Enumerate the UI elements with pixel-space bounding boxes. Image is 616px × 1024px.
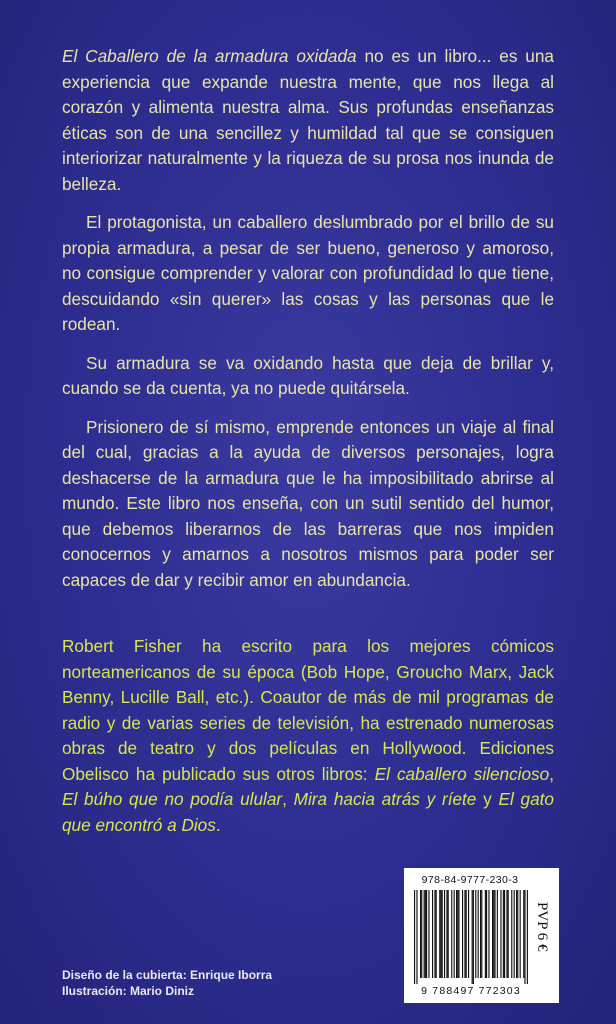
separator: . [215,814,221,835]
synopsis-paragraph-4: Prisionero de sí mismo, emprende entonces un viaje al final del cual, gracias a la ayuda de diversos personajes, logra deshacerse de la armadura que le ha imposibilitado abrirse al mundo. Este libro nos enseña, con un sutil sentido del humor, que debemos liberarnos de las barreras que nos impiden conocernos y amarnos a nosotros mismos para poder ser capaces de dar y recibir amor en abundancia. [62,416,554,590]
synopsis-paragraph-1-text: no es un libro... es una experiencia que expande nuestra mente, que nos llega al corazón y alimenta nuestra alma. Sus profundas enseñanzas éticas son de una sencillez y humildad tal que se consiguen interiorizar naturalmente y la riqueza de su prosa nos inunda de belleza. [62,46,554,194]
barcode-icon [414,890,528,984]
author-bio [62,634,554,838]
author-bio-text: Robert Fisher ha escrito para los mejores cómicos norteamericanos de su época (Bob Hope, Groucho Marx, Jack Benny, Lucille Ball, etc.). Coautor de más de mil programas de radio y de varias series de televisión, ha estrenado numerosas obras de teatro y dos películas en Hollywood. Ediciones Obelisco ha publicado sus otros libros: [62,636,554,784]
credits [62,967,272,999]
synopsis-paragraph-2: El protagonista, un caballero deslumbrado por el brillo de su propia armadura, a pesar de ser bueno, generoso y amoroso, no consigue comprender y valorar con profundidad lo que tiene, descuidando «sin querer» las cosas y las personas que le rodean. [62,212,554,334]
other-book-1: El caballero silencioso [374,763,550,784]
other-book-2: El búho que no podía ulular [62,789,283,809]
separator: , [282,789,294,809]
illustration-credit: Ilustración: Mario Diniz [62,984,195,998]
other-book-4: El gato que encontró a Dios [62,789,554,835]
synopsis-paragraph-1 [62,44,554,197]
other-book-3: Mira hacia atrás y ríete [293,789,477,809]
separator: y [476,789,499,809]
isbn-label: 978-84-9777-230-3 [421,874,519,886]
cover-design-credit: Diseño de la cubierta: Enrique Iborra [62,968,273,982]
price-label: PVP 6 € [534,902,550,952]
barcode-panel [404,868,559,1003]
synopsis-paragraph-3: Su armadura se va oxidando hasta que deja de brillar y, cuando se da cuenta, ya no puede quitársela. [62,352,554,398]
separator: , [549,763,554,784]
book-title: El Caballero de la armadura oxidada [62,46,357,66]
barcode-digits: 9 788497 772303 [421,985,521,997]
synopsis [62,44,554,606]
